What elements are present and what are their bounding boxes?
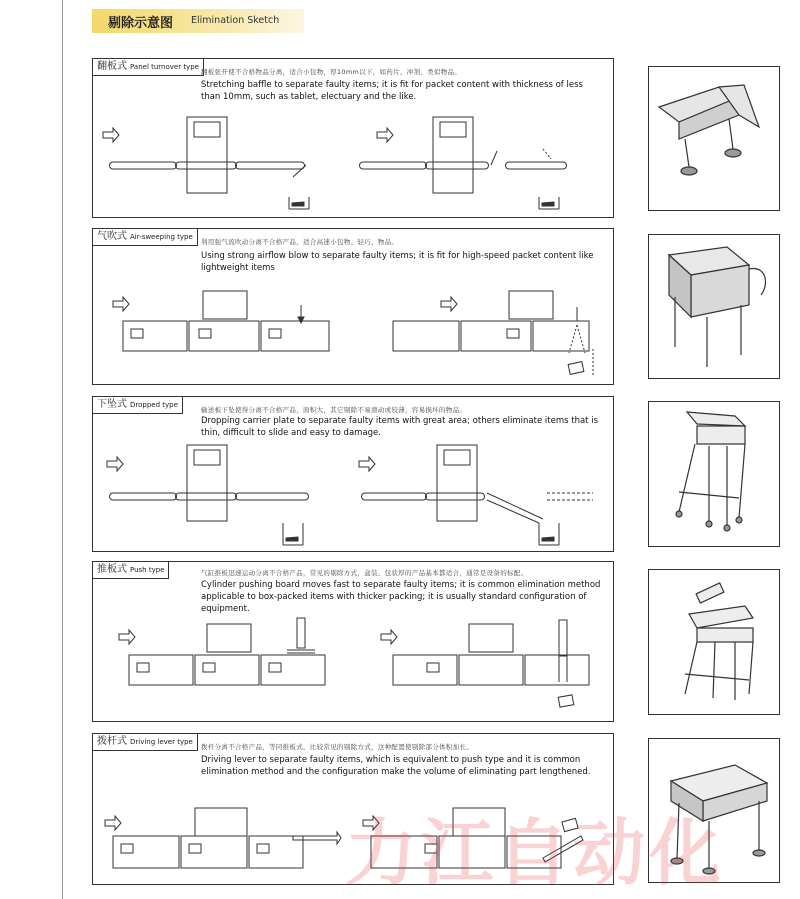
conveyor-belt <box>236 493 309 500</box>
conveyor-belt <box>110 162 177 169</box>
weighing-head <box>187 445 227 521</box>
weighing-head <box>437 445 477 521</box>
conveyor-belt <box>360 162 427 169</box>
page-left-rule <box>62 0 63 899</box>
pusher-cylinder <box>559 620 567 656</box>
turnover-baffle <box>491 151 497 165</box>
method-tab: 气吹式 Air-sweeping type <box>93 229 198 246</box>
section-header <box>92 9 304 33</box>
rejected-item <box>568 362 584 375</box>
method-desc-zh: 气缸推板迅速运动分离不合格产品，常见的剔除方式，盒装、包状厚的产品基本都适合，通常是设备的标配。 <box>201 569 528 577</box>
conveyor-belt <box>110 493 177 500</box>
method-tab: 拨杆式 Driving lever type <box>93 734 198 751</box>
method-desc-en: Using strong airflow blow to separate faulty items; it is fit for high-speed packet content like lightweight items <box>201 251 594 273</box>
weighing-head <box>207 624 251 652</box>
method-desc-en: Cylinder pushing board moves fast to separate faulty items; it is common elimination method applicable to box-packed items with thicker packing; it is usually standard configuration of equipment. <box>201 580 601 614</box>
method-desc-zh: 拨杆分离不合格产品，等同推板式，比较常见的剔除方式，这种配置使剔除部分体积加长。 <box>201 743 473 751</box>
weighing-head <box>509 291 553 319</box>
photo-turnover-machine <box>648 66 780 211</box>
flow-arrow-icon <box>105 816 121 830</box>
flow-arrow-icon <box>119 630 135 644</box>
conveyor-belt <box>362 493 427 500</box>
method-desc-zh: 翻板张开使不合格物品分离，适合小包物，厚10mm以下，如药片、冲剂、类似物品。 <box>201 68 462 76</box>
method-panel-air <box>92 228 614 385</box>
method-desc-en: Stretching baffle to separate faulty items; it is fit for packet content with thickness of less than 10mm, such as tablet, electuary and the like. <box>201 80 583 102</box>
pusher-cylinder <box>297 618 305 648</box>
flow-arrow-icon <box>103 128 119 142</box>
method-tab: 翻板式 Panel turnover type <box>93 59 204 76</box>
conveyor-section <box>129 655 193 685</box>
section-title-en: Elimination Sketch <box>191 15 280 26</box>
photo-air-machine <box>648 234 780 379</box>
brand-watermark: 力江自动化 <box>345 810 726 895</box>
method-panel-turnover <box>92 58 614 218</box>
conveyor-section <box>393 655 457 685</box>
method-tab: 推板式 Push type <box>93 562 169 579</box>
method-panel-push <box>92 561 614 722</box>
method-desc-en: Driving lever to separate faulty items, which is equivalent to push type and it is common elimination method and the configuration make the volume of eliminating part lengthened. <box>201 755 591 777</box>
weighing-head <box>203 291 247 319</box>
flow-arrow-icon <box>381 630 397 644</box>
drop-plate <box>487 493 543 523</box>
flow-arrow-icon <box>113 297 129 311</box>
method-desc-zh: 利用强气流吹动分离不合格产品，适合高速小包物、轻巧、物品。 <box>201 238 399 246</box>
weighing-head <box>433 117 473 193</box>
method-desc-en: Dropping carrier plate to separate faulty items with great area; others eliminate items that is thin, difficult to slide and easy to damage. <box>201 416 598 438</box>
conveyor-belt <box>506 162 567 169</box>
flow-arrow-icon <box>107 457 123 471</box>
conveyor-section <box>123 321 187 351</box>
lever-arm <box>293 832 341 844</box>
method-desc-zh: 输送板下坠使得分离不合格产品，面积大，其它剔除不易滑动或较薄，容易损坏的物品。 <box>201 406 467 414</box>
conveyor-section <box>393 321 459 351</box>
section-title-zh: 剔除示意图 <box>108 16 174 31</box>
flow-arrow-icon <box>441 297 457 311</box>
rejected-item <box>558 695 574 707</box>
photo-push-machine <box>648 569 780 715</box>
conveyor-belt <box>236 162 305 169</box>
weighing-head <box>469 624 513 652</box>
flow-arrow-icon <box>377 128 393 142</box>
flow-arrow-icon <box>359 457 375 471</box>
photo-dropped-machine <box>648 401 780 547</box>
method-tab: 下坠式 Dropped type <box>93 397 183 414</box>
turnover-baffle <box>293 165 306 177</box>
method-panel-dropped <box>92 396 614 552</box>
conveyor-section <box>113 836 179 868</box>
weighing-head <box>187 117 227 193</box>
weighing-head <box>195 808 247 836</box>
